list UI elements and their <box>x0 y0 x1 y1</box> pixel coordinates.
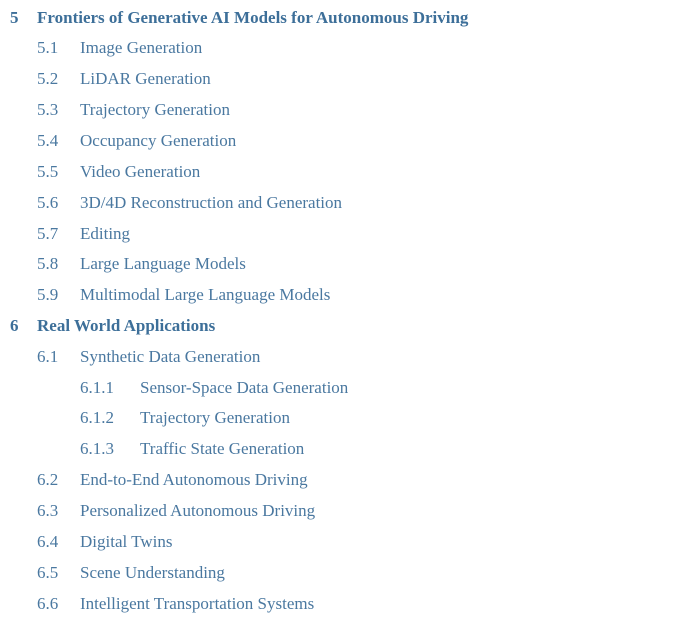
toc-entry-title[interactable]: End-to-End Autonomous Driving <box>80 470 308 489</box>
toc-entry-number: 5.4 <box>37 131 59 150</box>
toc-entry-title[interactable]: Synthetic Data Generation <box>80 347 261 366</box>
toc-entry-title[interactable]: Intelligent Transportation Systems <box>80 594 315 613</box>
toc-entry-number: 6.2 <box>37 470 59 489</box>
toc-entry-number: 6.4 <box>37 532 59 551</box>
toc-entry-number: 6.5 <box>37 563 59 582</box>
toc-entry-number: 5.3 <box>37 100 59 119</box>
toc-entry-number: 5.5 <box>37 162 59 181</box>
toc-entry-number: 6.6 <box>37 594 59 613</box>
toc-entry-number: 6.1 <box>37 347 59 366</box>
toc-entry-title[interactable]: Editing <box>80 224 131 243</box>
toc-entry-title[interactable]: Trajectory Generation <box>80 100 230 119</box>
toc-entry-number: 6.1.2 <box>80 408 114 427</box>
toc-entry-title[interactable]: Video Generation <box>80 162 201 181</box>
toc-entry-number: 6.3 <box>37 501 59 520</box>
toc-entry-number: 5.8 <box>37 254 59 273</box>
toc-entry-title[interactable]: Large Language Models <box>80 254 246 273</box>
toc-entry-title[interactable]: LiDAR Generation <box>80 69 211 88</box>
toc-entry-title[interactable]: Sensor-Space Data Generation <box>140 378 349 397</box>
toc-entry-number: 5.7 <box>37 224 59 243</box>
toc-entry-number: 5.9 <box>37 285 59 304</box>
toc-entry-number: 5.1 <box>37 38 59 57</box>
toc-entry-number: 5 <box>10 8 19 27</box>
toc-entry-title[interactable]: Occupancy Generation <box>80 131 237 150</box>
toc-entry-number: 6.1.3 <box>80 439 114 458</box>
toc-entry-number: 6.1.1 <box>80 378 114 397</box>
toc-entry-number: 5.6 <box>37 193 59 212</box>
toc-entry-title[interactable]: 3D/4D Reconstruction and Generation <box>80 193 343 212</box>
toc-entry-title[interactable]: Trajectory Generation <box>140 408 290 427</box>
toc-entry-title[interactable]: Traffic State Generation <box>140 439 305 458</box>
toc-entry-title[interactable]: Multimodal Large Language Models <box>80 285 331 304</box>
toc-entry-title[interactable]: Image Generation <box>80 38 203 57</box>
toc-entry-title[interactable]: Real World Applications <box>37 316 216 335</box>
toc-entry-title[interactable]: Scene Understanding <box>80 563 225 582</box>
toc-entry-title[interactable]: Frontiers of Generative AI Models for Autonomous Driving <box>37 8 469 27</box>
toc-entry-number: 5.2 <box>37 69 59 88</box>
toc-entry-title[interactable]: Digital Twins <box>80 532 173 551</box>
toc-entry-title[interactable]: Personalized Autonomous Driving <box>80 501 316 520</box>
toc-entry-number: 6 <box>10 316 19 335</box>
